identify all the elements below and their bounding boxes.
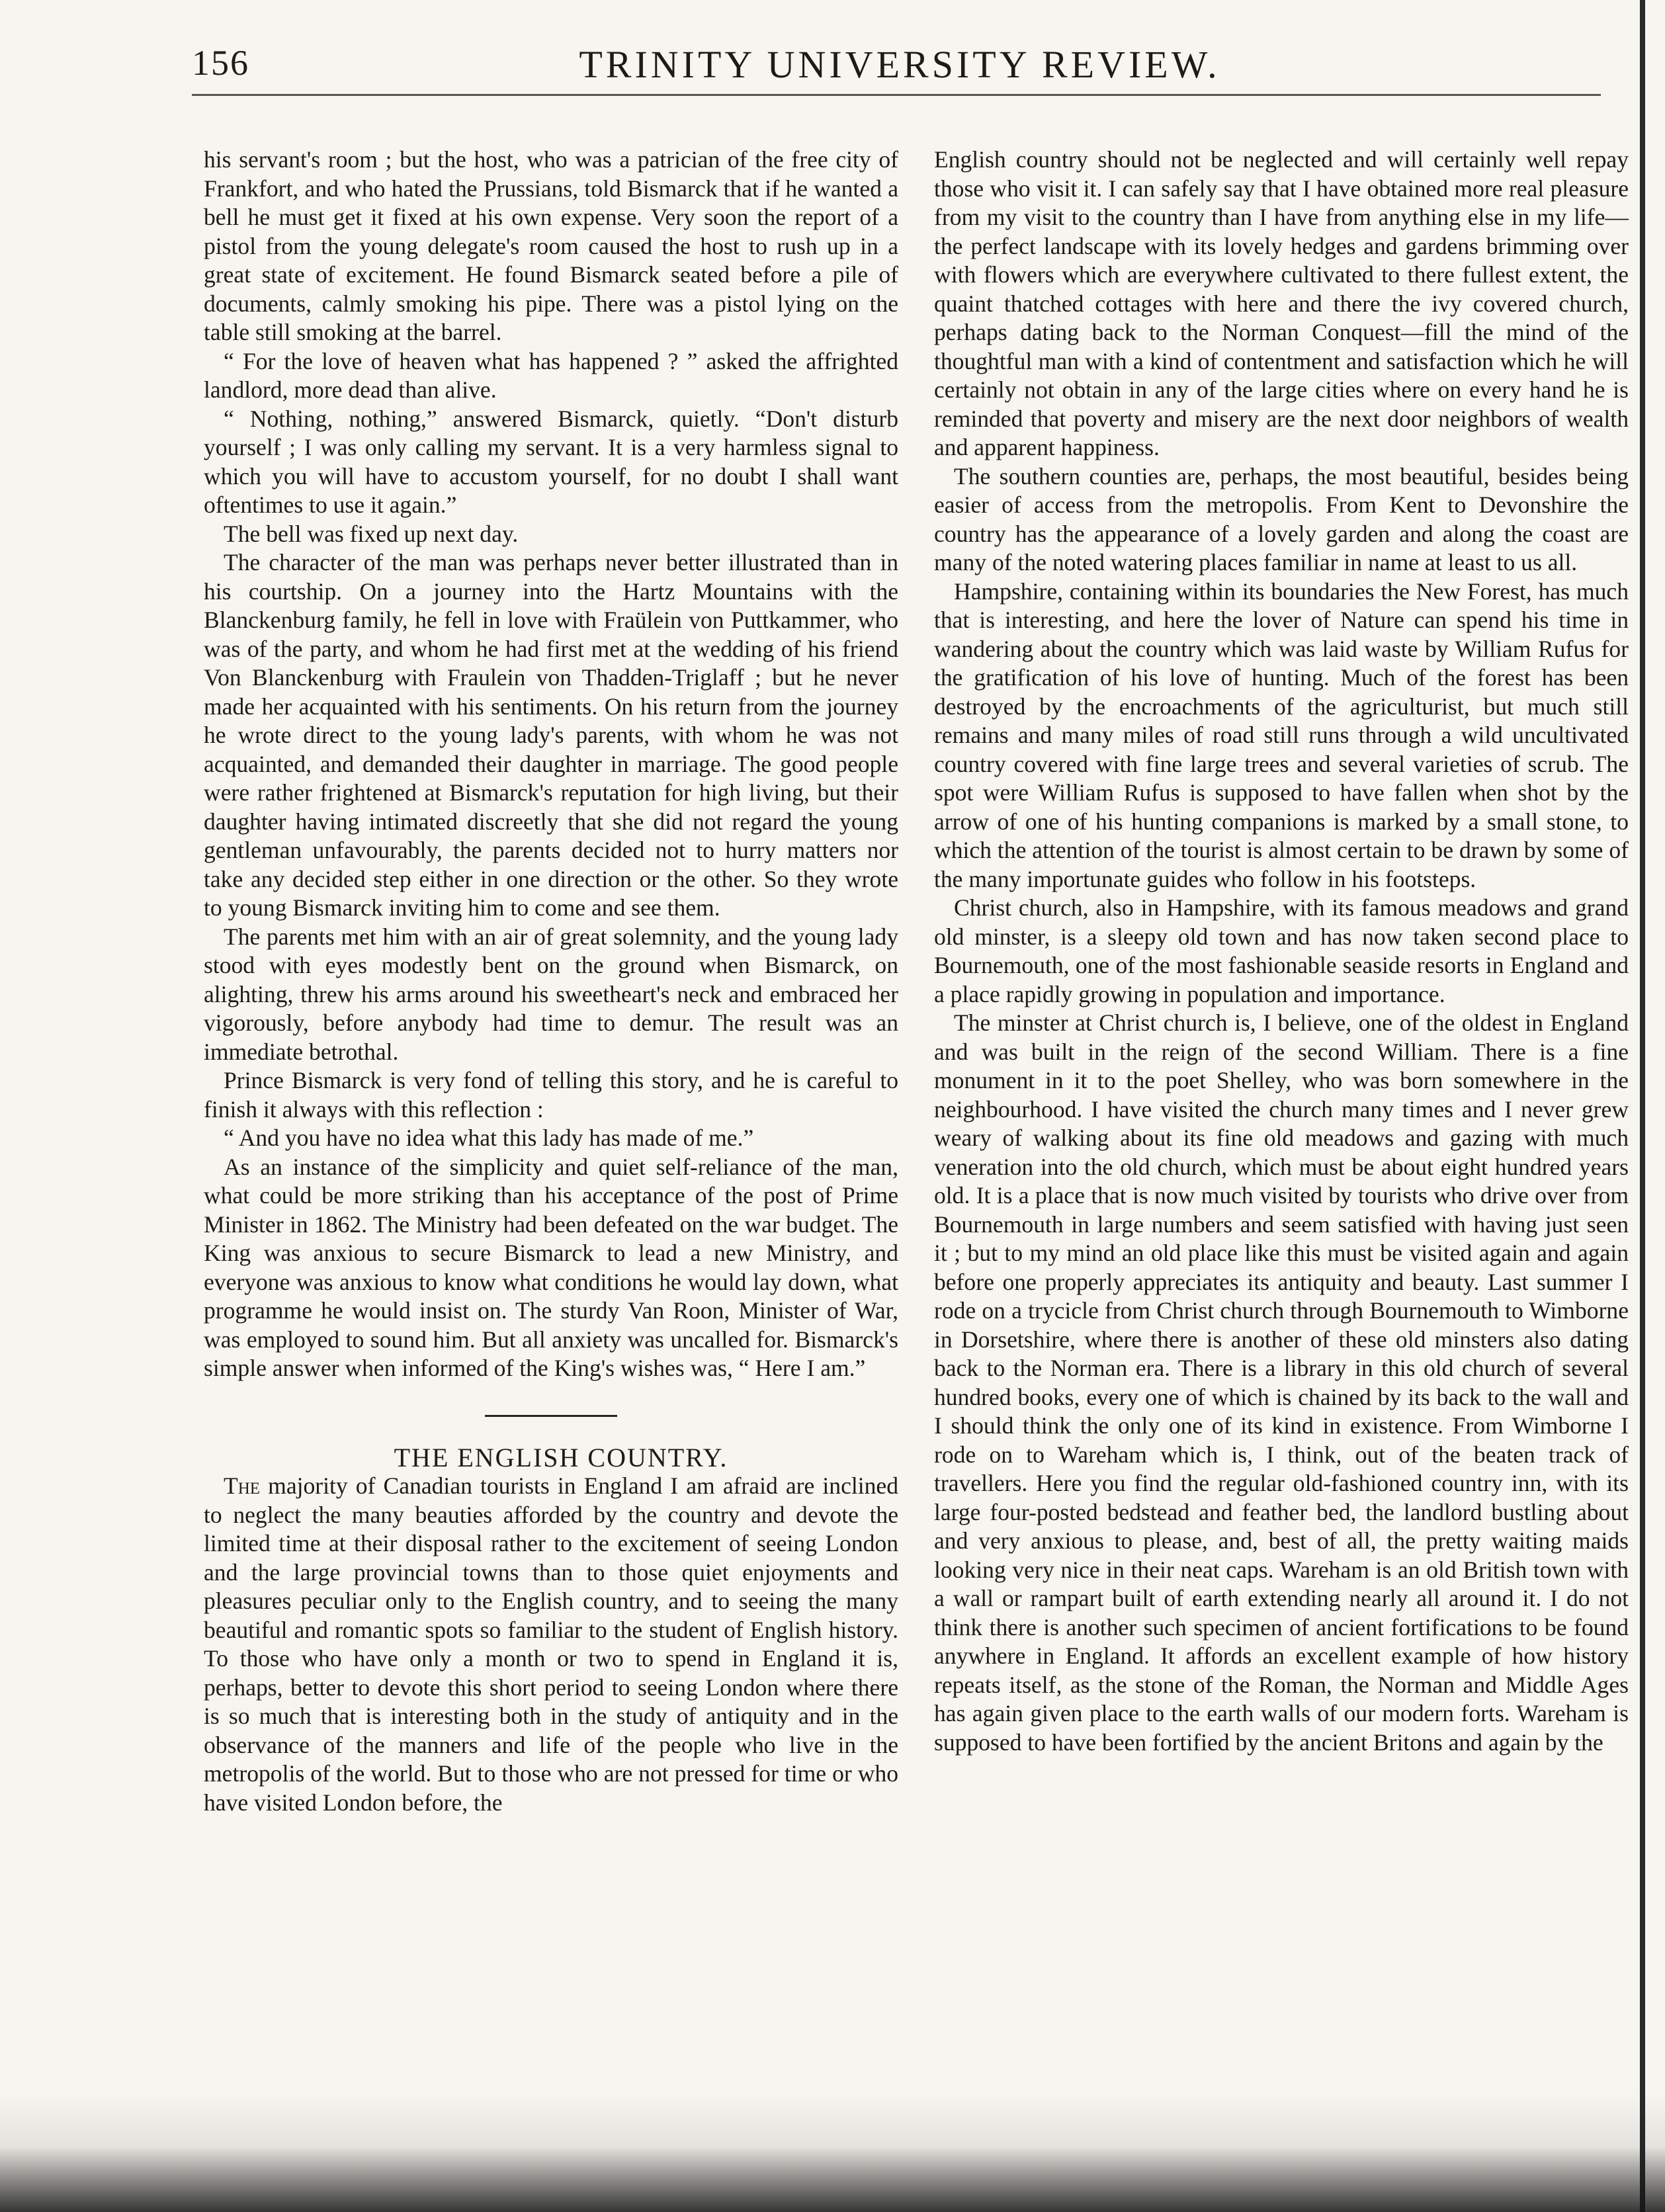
section-title: THE ENGLISH COUNTRY. — [394, 1442, 728, 1472]
section-divider — [485, 1415, 617, 1417]
paragraph: The character of the man was perhaps never better illustrated than in his courtship. On a journey into the Hartz Mountains with the Blanckenburg family, he fell in love with Fraülein von Puttkammer, who was of the party, and whom he had first met at the wedding of his friend Von Blanckenburg with Fraulein von Thadden-Triglaff ; but he never made her acquainted with his sentiments. On his return from the journey he wrote direct to the young lady's parents, with whom he was not acquainted, and demanded their daughter in marriage. The good people were rather frightened at Bismarck's reputation for high living, but their daughter having intimated discreetly that she did not regard the young gentleman unfavourably, the parents decided not to hurry matters nor take any decided step either in one direction or the other. So they wrote to young Bismarck inviting him to come and see them. — [204, 549, 898, 921]
header-rule — [192, 94, 1601, 96]
paragraph: Prince Bismarck is very fond of telling this story, and he is careful to finish it always with this reflection : — [204, 1067, 898, 1123]
page-number: 156 — [192, 43, 249, 83]
paragraph: “ Nothing, nothing,” answered Bismarck, quietly. “Don't disturb yourself ; I was only calling my servant. It is a very harmless signal to which you will have to accustom yourself, for no doubt I shall want oftentimes to use it again.” — [204, 405, 898, 518]
paragraph: English country should not be neglected and will certainly well repay those who visit it. I can safely say that I have obtained more real pleasure from my visit to the country than I have from anything else in my life—the perfect landscape with its lovely hedges and gardens brimming over with flowers which are everywhere cultivated to there fullest extent, the quaint thatched cottages with here and there the ivy covered church, perhaps dating back to the Norman Conquest—fill the mind of the thoughtful man with a kind of contentment and satisfaction which he will certainly not obtain in any of the large cities where on every hand he is reminded that poverty and misery are the next door neighbors of wealth and apparent happiness. — [934, 146, 1629, 460]
paragraph: his servant's room ; but the host, who was a patrician of the free city of Frankfort, and who hated the Prussians, told Bismarck that if he wanted a bell he must get it fixed at his own expense. Very soon the report of a pistol from the young delegate's room caused the host to rush up in a great state of excitement. He found Bismarck seated before a pile of documents, calmly smoking his pipe. There was a pistol lying on the table still smoking at the barrel. — [204, 146, 898, 345]
page-header — [192, 42, 1607, 95]
paragraph: The parents met him with an air of great solemnity, and the young lady stood with eyes modestly bent on the ground when Bismarck, on alighting, threw his arms around his sweetheart's neck and embraced her vigorously, before anybody had time to demur. The result was an immediate betrothal. — [204, 923, 898, 1065]
paragraph: As an instance of the simplicity and quiet self-reliance of the man, what could be more striking than his acceptance of the post of Prime Minister in 1862. The Ministry had been defeated on the war budget. The King was anxious to secure Bismarck to lead a new Ministry, and everyone was anxious to know what conditions he would lay down, what programme he would insist on. The sturdy Van Roon, Minister of War, was employed to sound him. But all anxiety was uncalled for. Bismarck's simple answer when informed of the King's wishes was, “ Here I am.” — [204, 1153, 898, 1381]
right-column — [934, 146, 1629, 1757]
section-first-paragraph-text: majority of Canadian tourists in England I am afraid are inclined to neglect the many beauties afforded by the country and devote the limited time at their disposal rather to the excitement of seeing London and the large provincial towns than to those quiet enjoyments and pleasures peculiar only to the English country, and to seeing the many beautiful and romantic spots so familiar to the student of English history. To those who have only a month or two to spend in England it is, perhaps, better to devote this short period to seeing London where there is so much that is interesting both in the study of antiquity and in the observance of the manners and life of the people who live in the metropolis of the world. But to those who are not pressed for time or who have visited London before, the — [204, 1472, 898, 1816]
paragraph: Hampshire, containing within its boundaries the New Forest, has much that is interesting, and here the lover of Nature can spend his time in wandering about the country which was laid waste by William Rufus for the gratification of his love of hunting. Much of the forest has been destroyed by the encroachments of the agriculturist, but much still remains and many miles of road still runs through a wild uncultivated country covered with fine large trees and several varieties of scrub. The spot were William Rufus is supposed to have fallen when shot by the arrow of one of his hunting companions is marked by a small stone, to which the attention of the tourist is almost certain to be drawn by some of the many importunate guides who follow in his footsteps. — [934, 577, 1629, 892]
paragraph: The minster at Christ church is, I believe, one of the oldest in England and was built in the reign of the second William. There is a fine monument in it to the poet Shelley, who was born somewhere in the neighbourhood. I have visited the church many times and I never grew weary of walking about its fine old meadows and gazing with much veneration into the old church, which must be about eight hundred years old. It is a place that is now much visited by tourists who drive over from Bournemouth in large numbers and seem satisfied with having just seen it ; but to my mind an old place like this must be visited again and again before one properly appreciates its antiquity and beauty. Last summer I rode on a trycicle from Christ church through Bournemouth to Wimborne in Dorsetshire, where there is another of these old minsters also dating back to the Norman era. There is a library in this old church of several hundred books, every one of which is chained by its back to the wall and I should think the only one of its kind in existence. From Wimborne I rode on to Wareham which is, I think, out of the beaten track of travellers. Here you find the regular old-fashioned country inn, with its large four-posted bedstead and feather bed, the landlord bustling about and very anxious to please, and, best of all, the pretty waiting maids looking very nice in their neat caps. Wareham is an old British town with a wall or rampart built of earth extending nearly all around it. I do not think there is another such specimen of ancient fortifications to be found anywhere in England. It affords an excellent example of how history repeats itself, as the stone of the Roman, the Norman and Middle Ages has again given place to the earth walls of our modern forts. Wareham is supposed to have been fortified by the ancient Britons and again by the — [934, 1009, 1629, 1756]
section-dropcap: The — [224, 1472, 261, 1499]
paragraph: The southern counties are, perhaps, the most beautiful, besides being easier of access from the metropolis. From Kent to Devonshire the country has the appearance of a lovely garden and along the coast are many of the noted watering places familiar in name at least to us all. — [934, 462, 1629, 575]
running-title: TRINITY UNIVERSITY REVIEW. — [579, 43, 1220, 86]
paragraph: Christ church, also in Hampshire, with its famous meadows and grand old minster, is a sleepy old town and has now taken second place to Bournemouth, one of the most fashionable seaside resorts in England and a place rapidly growing in population and importance. — [934, 894, 1629, 1007]
page-edge-shadow — [1640, 0, 1645, 2212]
paragraph: The bell was fixed up next day. — [224, 520, 519, 547]
section-first-paragraph — [204, 1472, 898, 1817]
paragraph: “ For the love of heaven what has happened ? ” asked the affrighted landlord, more dead than alive. — [204, 347, 898, 403]
paragraph: “ And you have no idea what this lady has made of me.” — [224, 1125, 754, 1151]
page-bottom-edge — [0, 2093, 1665, 2212]
left-column — [204, 146, 898, 1817]
